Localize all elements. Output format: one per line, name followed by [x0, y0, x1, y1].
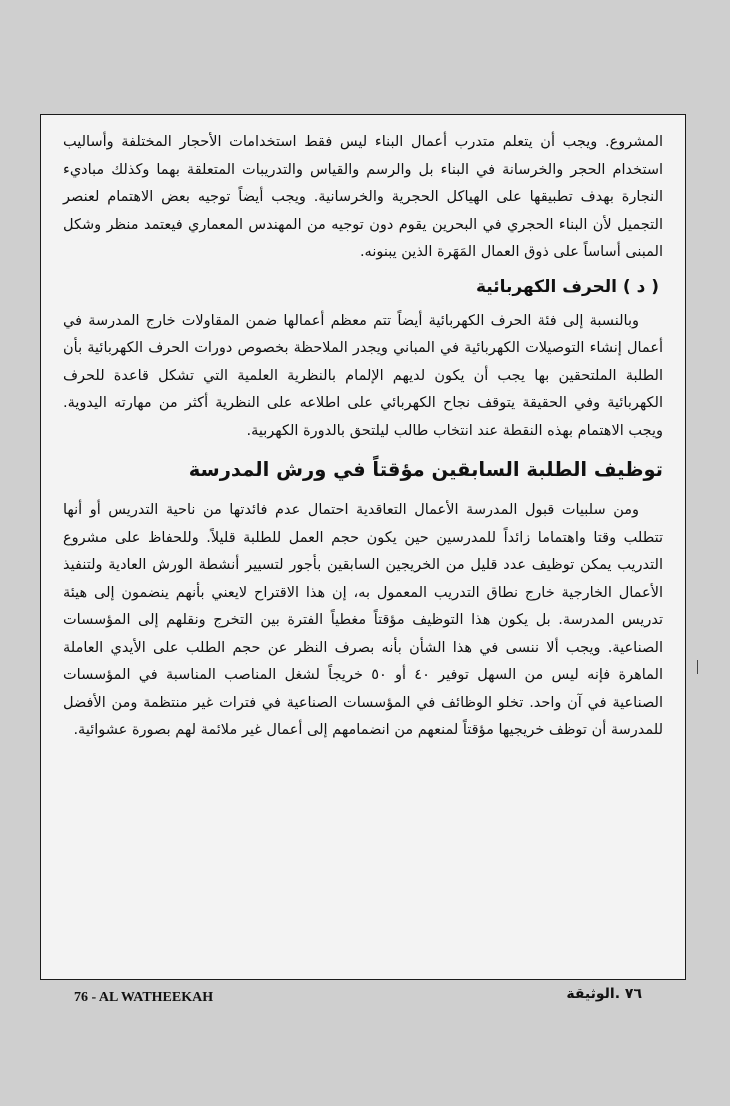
paragraph-electrical-trades: وبالنسبة إلى فئة الحرف الكهربائية أيضاً تتم معظم أعمالها ضمن المقاولات خارج المدرسة في أعمال إنشاء التوصيلات الكهربائية في المباني ويجدر الملاحظة بخصوص دورات الحرف الكهربائية بأن الطلبة الملتحقين بها يجب أن يكون لديهم الإلمام بالنظرية العلمية التي تشكل قاعدة للحرف الكهربائية وفي الحقيقة يتوقف نجاح الكهربائي على اطلاعه على النظرية أكثر من مهارته اليدوية. ويجب الاهتمام بهذه النقطة عند انتخاب طالب ليلتحق بالدورة الكهربية. [63, 312, 663, 439]
page-frame [40, 114, 686, 980]
page-body [63, 129, 663, 745]
paragraph-stone-building: المشروع. ويجب أن يتعلم متدرب أعمال البناء ليس فقط استخدامات الأحجار المختلفة وأساليب استخدام الحجر والخرسانة في البناء بل والرسم والقياس والتدريبات المتعلقة بهما وكذلك مباديء النجارة بهدف تطبيقها على الهياكل الحجرية والخرسانية. ويجب أيضاً توجيه بعض الاهتمام لعنصر التجميل لأن البناء الحجري في البحرين يقوم دون توجيه من المهندس المعماري فيعتمد منظر وشكل المبنى أساساً على ذوق العمال المَهَرة الذين يبنونه. [63, 134, 663, 260]
paragraph-graduate-employment: ومن سلبيات قبول المدرسة الأعمال التعاقدية احتمال عدم فائدتها من ناحية التدريس أو أنها تتطلب وقتا واهتماما زائداً للمدرسين حين يكون حجم العمل للطلبة قليلاً. وللحفاظ على مشروع التدريب يمكن توظيف عدد قليل من الخريجين السابقين بأجور لتسيير أنشطة الورش العادية ولتنفيذ الأعمال الخارجية خارج نطاق التدريب المعمول به، إن هذا الاقتراح لايعني بأنهم ينضمون إلى هيئة تدريس المدرسة. بل يكون هذا التوظيف مؤقتاً مغطياً الفترة بين التخرج ونقلهم إلى المؤسسات الصناعية. ويجب ألا ننسى في هذا الشأن بأنه بصرف النظر عن حجم الطلب على الأيدي العاملة الماهرة فإنه ليس من السهل توفير ٤٠ أو ٥٠ خريجاً لشغل المناصب المناسبة في المؤسسات الصناعية في آن واحد. تخلو الوظائف في المؤسسات الصناعية في فترات غير منتظمة ومن الأفضل للمدرسة أن توظف خريجيها مؤقتاً لمنعهم من انضمامهم إلى أعمال غير ملائمة لهم بصورة عشوائية. [63, 502, 663, 738]
footer-page-number-latin: 76 - AL WATHEEKAH [74, 990, 214, 1005]
section-heading-graduate-employment: توظيف الطلبة السابقين مؤقتاً في ورش المدرسة [188, 458, 663, 481]
margin-mark [697, 660, 698, 674]
footer-page-number-arabic: ٧٦ .الوثيقة [566, 986, 642, 1002]
section-heading-electrical: ( د ) الحرف الكهربائية [475, 276, 659, 297]
